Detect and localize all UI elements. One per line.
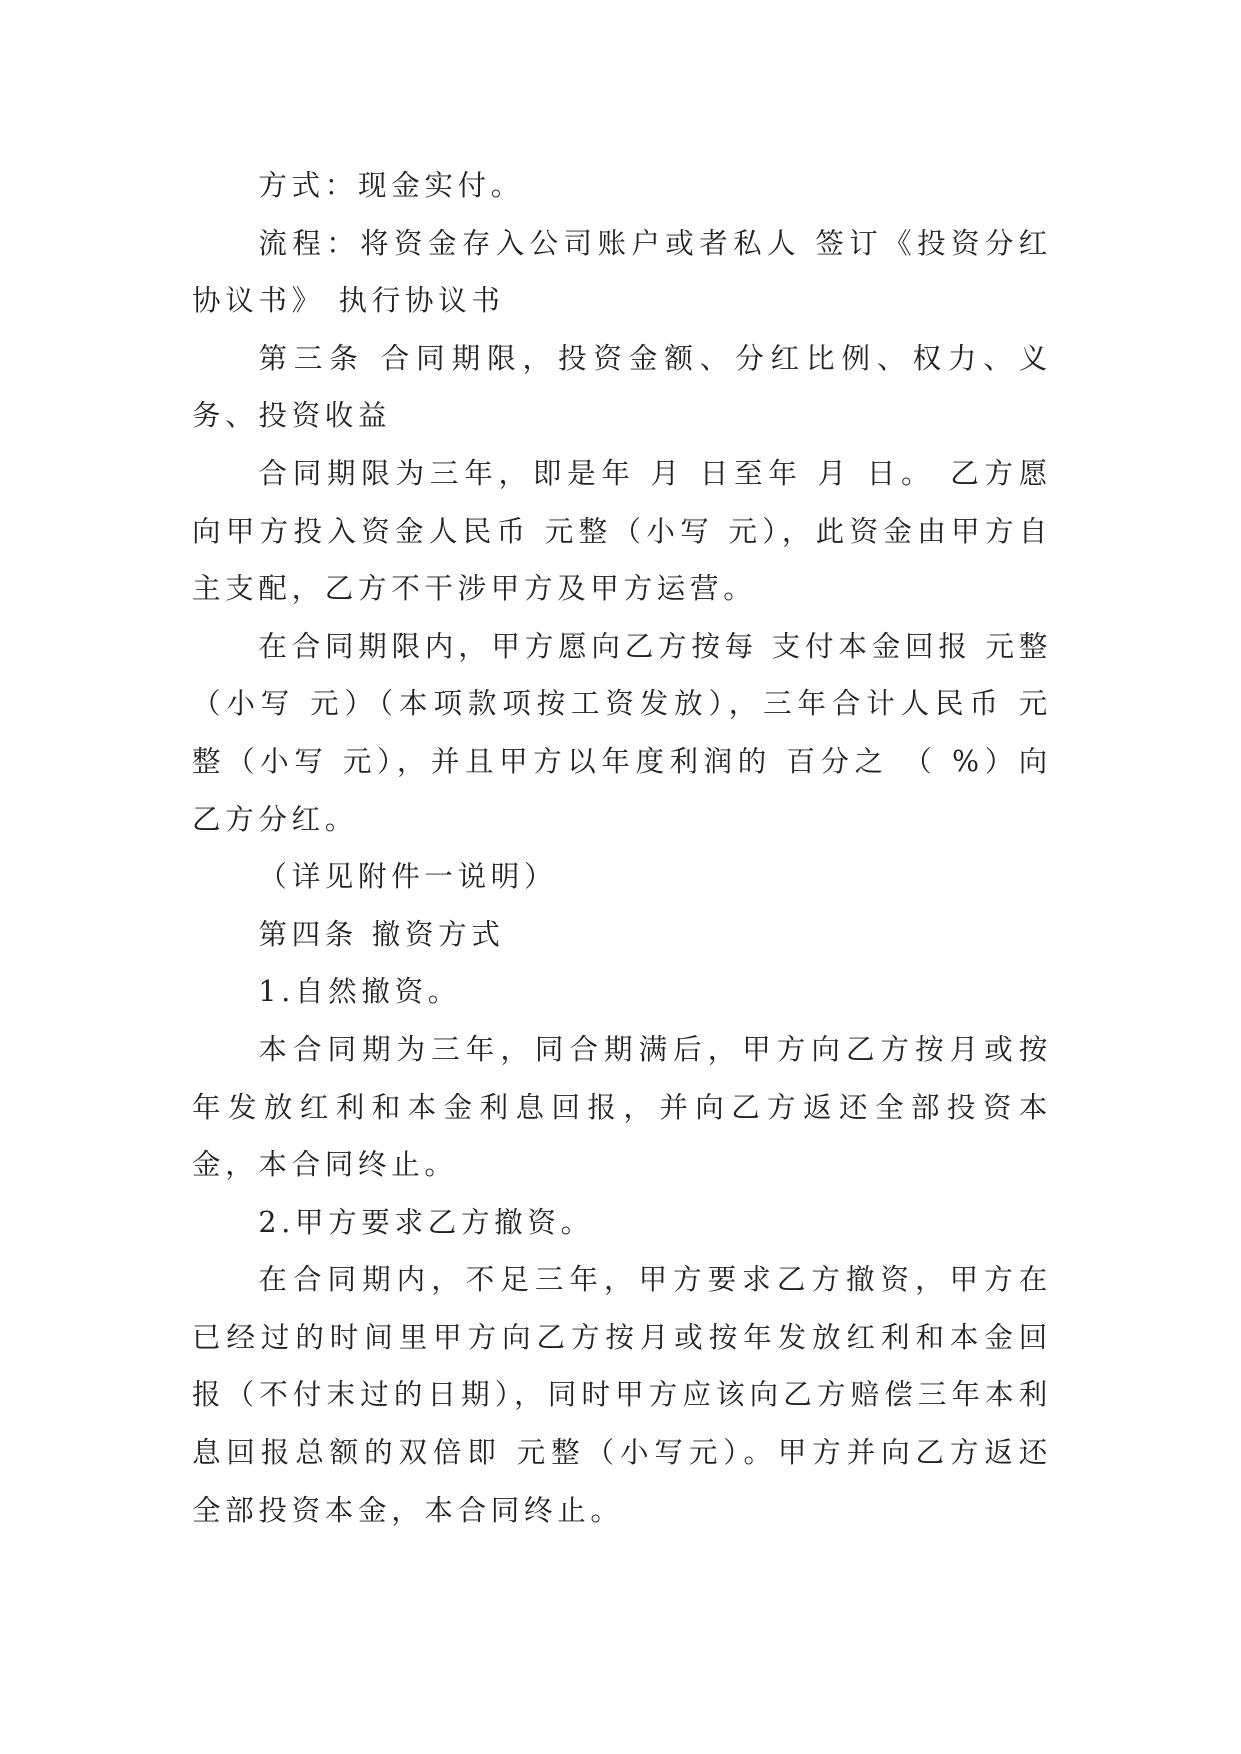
requested-withdrawal-heading: 2.甲方要求乙方撤资。 [258, 1205, 594, 1239]
process-paragraph: 流程：将资金存入公司账户或者私人 签订《投资分红协议书》 执行协议书 [192, 226, 1052, 318]
requested-withdrawal-paragraph: 在合同期内，不足三年，甲方要求乙方撤资，甲方在已经过的时间里甲方向乙方按月或按年发放红利和本金回报（不付末过的日期），同时甲方应该向乙方赔偿三年本利息回报总额的双倍即 元整（小写元）。甲方并向乙方返还全部投资本金，本合同终止。 [192, 1263, 1052, 1527]
article-four-heading: 第四条 撤资方式 [258, 917, 505, 951]
attachment-note: （详见附件一说明） [258, 860, 558, 894]
return-payment-paragraph: 在合同期限内，甲方愿向乙方按每 支付本金回报 元整（小写 元）（本项款项按工资发放），三年合计人民币 元整（小写 元），并且甲方以年度利润的 百分之 （ %）向乙方分红。 [192, 629, 1052, 836]
document-body [192, 157, 1052, 1539]
payment-method-paragraph: 方式：现金实付。 [258, 169, 524, 202]
contract-term-paragraph: 合同期限为三年，即是年 月 日至年 月 日。 乙方愿向甲方投入资金人民币 元整（小写 元），此资金由甲方自主支配，乙方不干涉甲方及甲方运营。 [192, 456, 1052, 606]
natural-withdrawal-paragraph: 本合同期为三年，同合期满后，甲方向乙方按月或按年发放红利和本金利息回报，并向乙方返还全部投资本金，本合同终止。 [192, 1032, 1052, 1182]
article-three-heading: 第三条 合同期限，投资金额、分红比例、权力、义务、投资收益 [192, 341, 1052, 433]
natural-withdrawal-heading: 1.自然撤资。 [258, 975, 461, 1009]
